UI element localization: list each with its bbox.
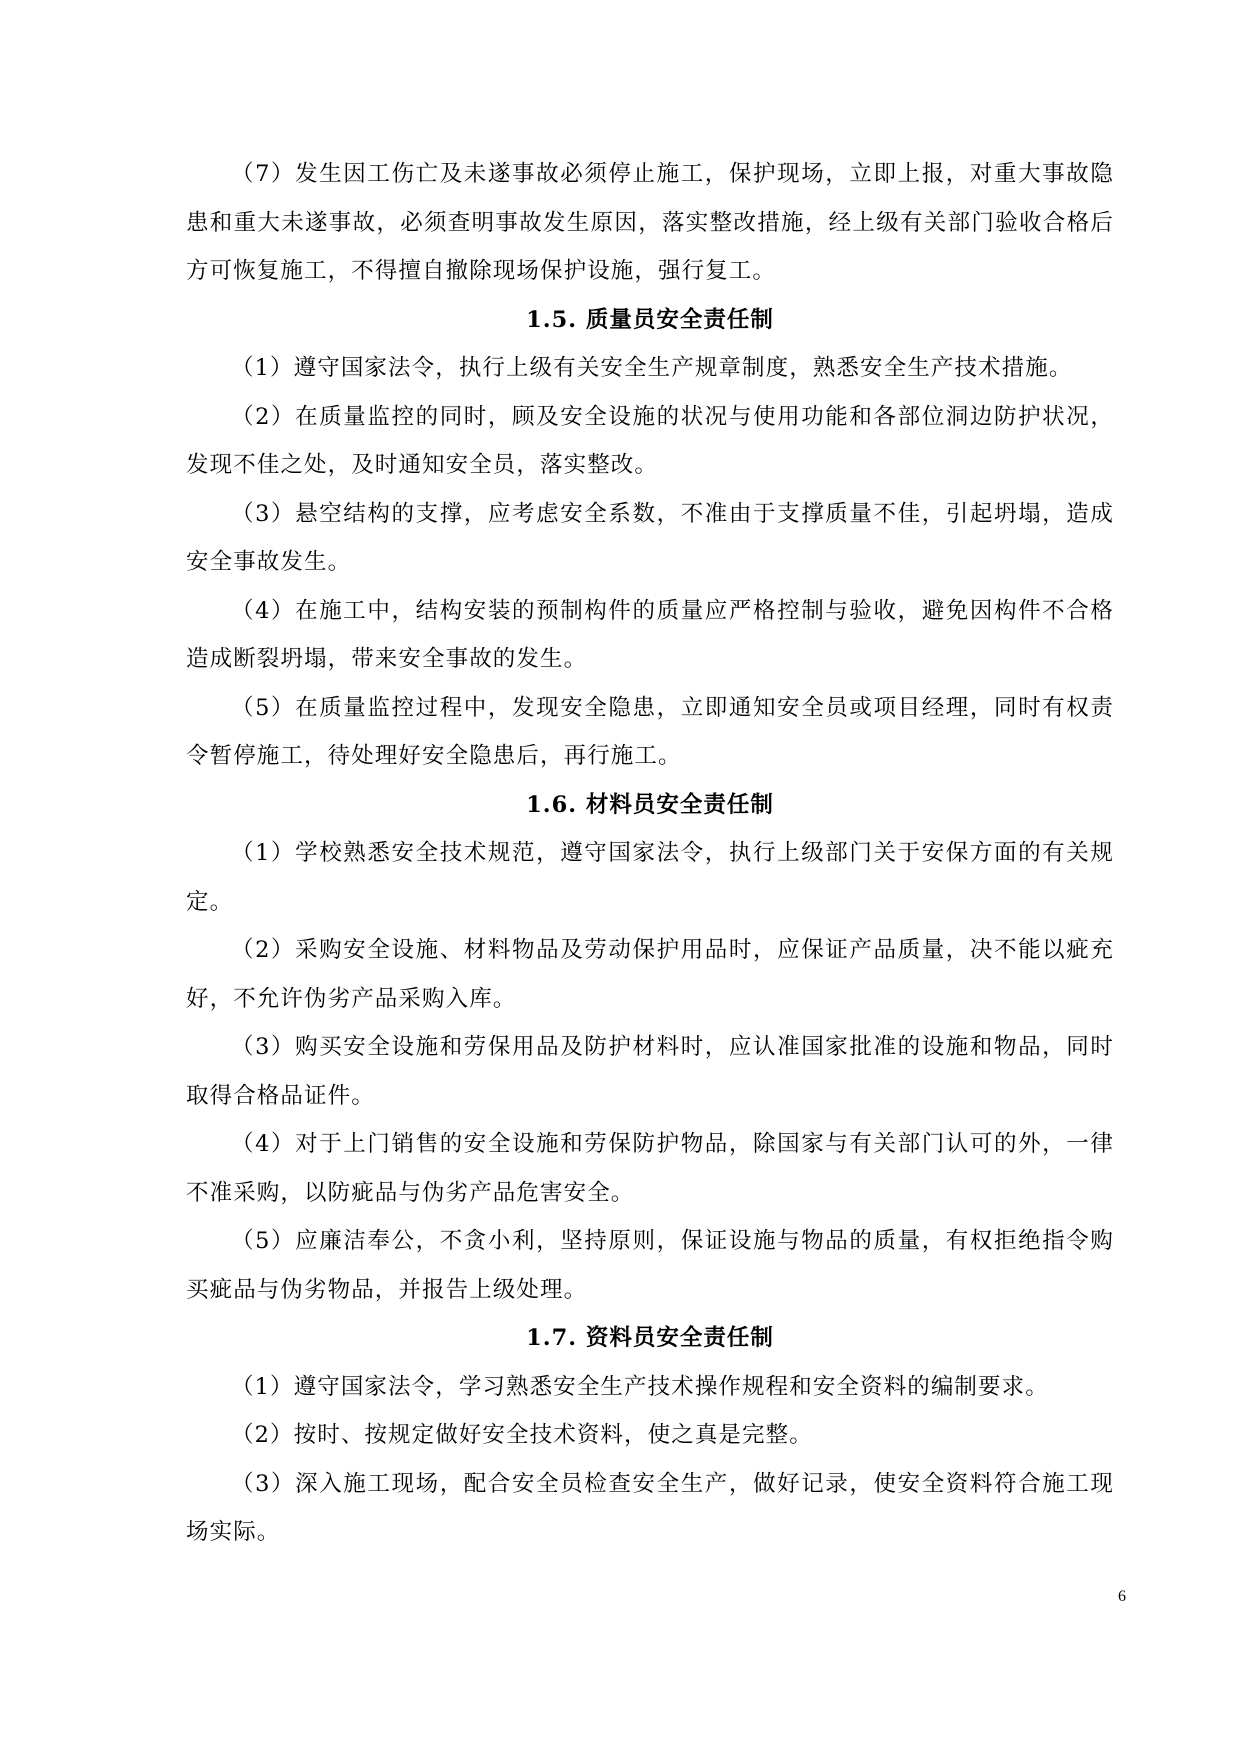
document-body xyxy=(186,150,1114,1557)
paragraph-1: （1）学校熟悉安全技术规范，遵守国家法令，执行上级部门关于安保方面的有关规定。 xyxy=(186,840,1114,915)
paragraph-2: （2）按时、按规定做好安全技术资料，使之真是完整。 xyxy=(231,1422,813,1448)
paragraph-1: （1）遵守国家法令，执行上级有关安全生产规章制度，熟悉安全生产技术措施。 xyxy=(231,355,1073,381)
section-heading-1-6: 1.6. 材料员安全责任制 xyxy=(526,791,774,818)
paragraph-5: （5）应廉洁奉公，不贪小利，坚持原则，保证设施与物品的质量，有权拒绝指令购买疵品与伪劣物品，并报告上级处理。 xyxy=(186,1228,1114,1303)
paragraph-1: （1）遵守国家法令，学习熟悉安全生产技术操作规程和安全资料的编制要求。 xyxy=(231,1373,1049,1400)
paragraph-3: （3）悬空结构的支撑，应考虑安全系数，不准由于支撑质量不佳，引起坍塌，造成安全事故发生。 xyxy=(186,500,1114,575)
paragraph-3: （3）深入施工现场，配合安全员检查安全生产，做好记录，使安全资料符合施工现场实际。 xyxy=(186,1470,1114,1545)
paragraph-5: （5）在质量监控过程中，发现安全隐患，立即通知安全员或项目经理，同时有权责令暂停施工，待处理好安全隐患后，再行施工。 xyxy=(186,694,1114,769)
section-heading-1-7: 1.7. 资料员安全责任制 xyxy=(526,1325,774,1351)
page-number: 6 xyxy=(1118,1588,1126,1605)
paragraph-7: （7）发生因工伤亡及未遂事故必须停止施工，保护现场，立即上报，对重大事故隐患和重大未遂事故，必须查明事故发生原因，落实整改措施，经上级有关部门验收合格后方可恢复施工，不得擅自撤除现场保护设施，强行复工。 xyxy=(186,161,1114,284)
paragraph-4: （4）在施工中，结构安装的预制构件的质量应严格控制与验收，避免因构件不合格造成断裂坍塌，带来安全事故的发生。 xyxy=(186,597,1114,672)
paragraph-2: （2）在质量监控的同时，顾及安全设施的状况与使用功能和各部位洞边防护状况，发现不佳之处，及时通知安全员，落实整改。 xyxy=(186,403,1114,478)
paragraph-3: （3）购买安全设施和劳保用品及防护材料时，应认准国家批准的设施和物品，同时取得合格品证件。 xyxy=(186,1034,1114,1109)
section-heading-1-5: 1.5. 质量员安全责任制 xyxy=(526,306,774,333)
paragraph-2: （2）采购安全设施、材料物品及劳动保护用品时，应保证产品质量，决不能以疵充好，不允许伪劣产品采购入库。 xyxy=(186,937,1114,1012)
paragraph-4: （4）对于上门销售的安全设施和劳保防护物品，除国家与有关部门认可的外，一律不准采购，以防疵品与伪劣产品危害安全。 xyxy=(186,1131,1114,1206)
